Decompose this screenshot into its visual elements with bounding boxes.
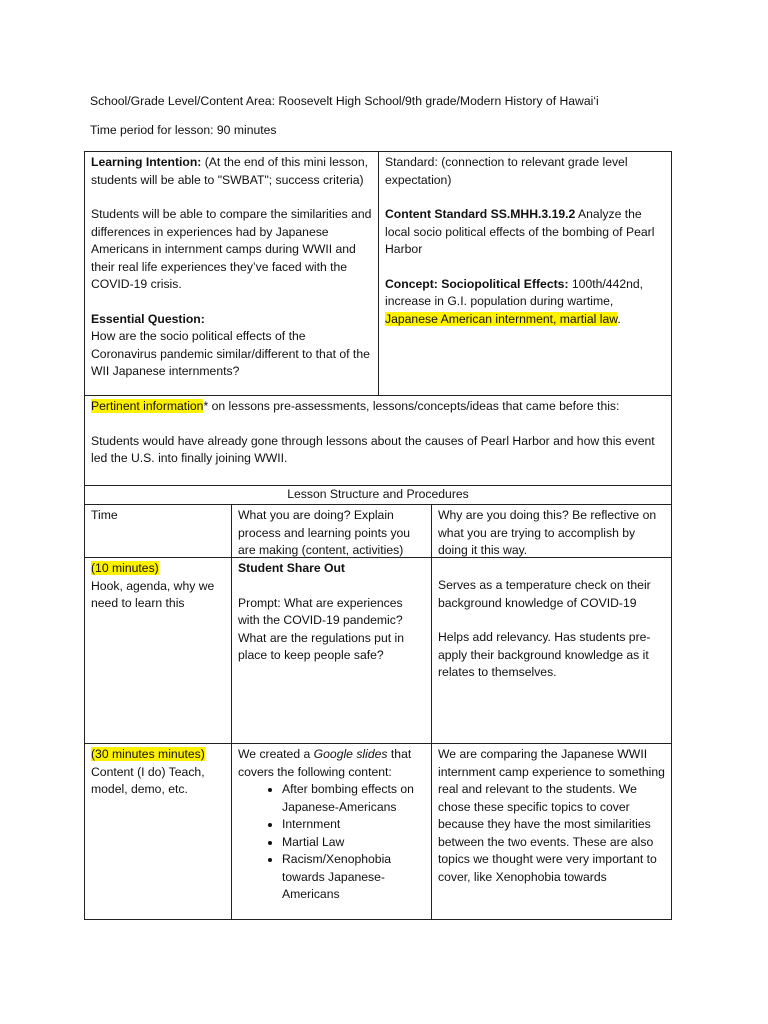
content-standard-text: Analyze the local socio political effects of the bombing of Pearl Harbor <box>385 207 655 256</box>
learning-intention-text: (At the end of this mini lesson, students will be able to "SWBAT"; success criteria) <box>91 155 369 187</box>
row1-time-text: Hook, agenda, why we need to learn this <box>91 578 215 610</box>
standard-intro: Standard: (connection to relevant grade level expectation) <box>385 155 628 187</box>
learning-intention-cell <box>84 151 379 396</box>
concept-label: Concept: Sociopolitical Effects: <box>385 276 569 291</box>
swbat-text: Students will be able to compare the similarities and differences in experiences had by Japanese Americans in internment camps during WWII and their real life experiences they’ve faced with the COVID-19 crisis. <box>91 207 372 291</box>
col-header-why: Why are you doing this? Be reflective on what you are trying to accomplish by doing it this way. <box>431 504 672 558</box>
lesson-structure-title: Lesson Structure and Procedures <box>84 485 672 505</box>
row1-what-text: Prompt: What are experiences with the COVID-19 pandemic? What are the regulations put in place to keep people safe? <box>238 595 404 662</box>
pertinent-highlight: Pertinent information <box>91 399 204 413</box>
essential-question-text: How are the socio political effects of the Coronavirus pandemic similar/different to that of the WII Japanese internments? <box>91 329 370 378</box>
pertinent-info-cell <box>84 395 672 486</box>
standard-cell <box>378 151 672 396</box>
learning-intention-label: Learning Intention: <box>91 155 202 169</box>
row2-what-post: that covers the following content: <box>238 747 412 779</box>
concept-highlight: Japanese American internment, martial law <box>385 311 618 326</box>
concept-end: . <box>617 311 621 326</box>
row2-what-cell <box>231 743 432 920</box>
pertinent-rest: * on lessons pre-assessments, lessons/concepts/ideas that came before this: <box>203 399 620 413</box>
pertinent-body: Students would have already gone through lessons about the causes of Pearl Harbor and how this event led the U.S. into finally joining WWII. <box>91 433 655 465</box>
row2-bullet: • Martial Law <box>282 834 425 852</box>
row2-what-italic: Google slides <box>313 747 388 761</box>
content-standard-label: Content Standard SS.MHH.3.19.2 <box>385 207 576 221</box>
col-header-time: Time <box>84 504 232 558</box>
essential-question-label: Essential Question: <box>91 311 205 326</box>
row2-bullet: • After bombing effects on Japanese-Americans <box>282 781 425 816</box>
row1-time-cell <box>84 557 232 744</box>
row2-what-pre: We created a <box>238 747 314 761</box>
row2-time-cell <box>84 743 232 920</box>
row2-bullet-list <box>238 781 425 904</box>
row2-bullet: • Racism/Xenophobia towards Japanese-Americans <box>282 851 425 904</box>
concept-text: 100th/442nd, increase in G.I. population during wartime, <box>385 276 644 308</box>
row1-why-1: Serves as a temperature check on their background knowledge of COVID-19 <box>438 578 651 610</box>
row2-time-text: Content (I do) Teach, model, demo, etc. <box>91 764 205 796</box>
row1-what-cell <box>231 557 432 744</box>
row2-bullet: • Internment <box>282 816 425 834</box>
row1-time-highlight: (10 minutes) <box>91 561 159 575</box>
row2-time-highlight: (30 minutes minutes) <box>91 747 205 761</box>
row1-why-2: Helps add relevancy. Has students pre-apply their background knowledge as it relates to themselves. <box>438 630 651 679</box>
row1-what-title: Student Share Out <box>238 561 345 575</box>
time-period-line: Time period for lesson: 90 minutes <box>90 123 277 137</box>
school-grade-line: School/Grade Level/Content Area: Roosevelt High School/9th grade/Modern History of Hawai‘i <box>90 94 599 108</box>
row1-why-cell <box>431 557 672 744</box>
row2-why-cell: We are comparing the Japanese WWII internment camp experience to something real and relevant to the students. We chose these specific topics to cover because they have the most similarities between the two events. These are also topics we thought were very important to cover, like Xenophobia towards <box>431 743 672 920</box>
col-header-what: What you are doing? Explain process and learning points you are making (content, activities) <box>231 504 432 558</box>
